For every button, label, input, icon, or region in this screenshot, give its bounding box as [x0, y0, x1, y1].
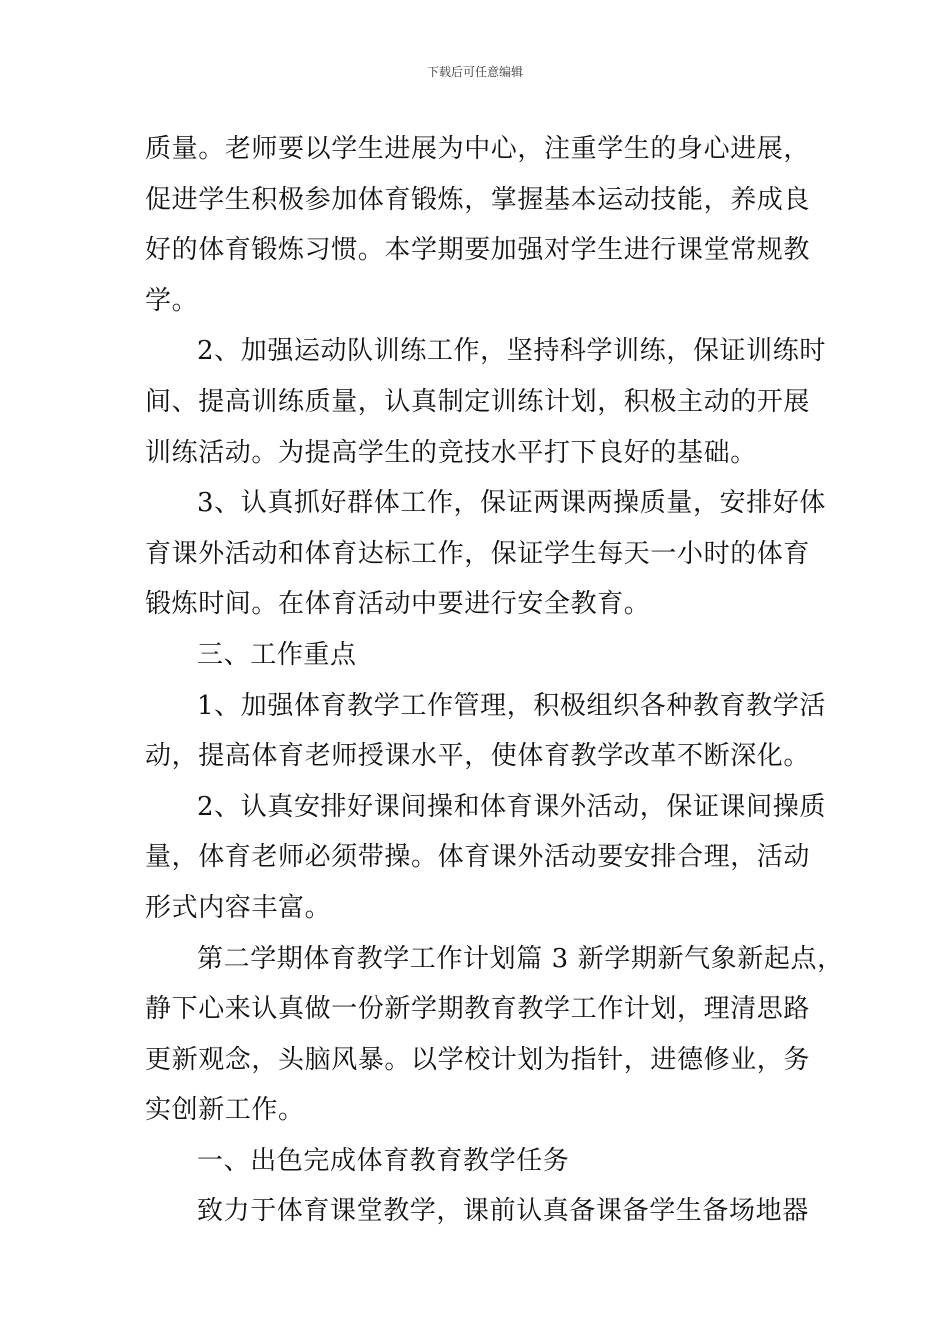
text-line: 好的体育锻炼习惯。本学期要加强对学生进行课堂常规教: [145, 235, 811, 266]
text-line: 促进学生积极参加体育锻炼，掌握基本运动技能，养成良: [145, 184, 811, 215]
paragraph-start-line: 第二学期体育教学工作计划篇 3 新学期新气象新起点，: [197, 943, 844, 974]
document-body: [145, 124, 844, 1237]
page-header: 下载后可任意编辑: [426, 65, 523, 79]
paragraph-start-line: 1、加强体育教学工作管理，积极组织各种教育教学活: [197, 690, 826, 721]
text-line: 实创新工作。: [145, 1095, 305, 1126]
text-line: 更新观念，头脑风暴。以学校计划为指针，进德修业，务: [145, 1044, 811, 1075]
paragraph-start-line: 3、认真抓好群体工作，保证两课两操质量，安排好体: [197, 488, 826, 519]
text-line: 量，体育老师必须带操。体育课外活动要安排合理，活动: [145, 842, 811, 873]
text-line: 学。: [145, 285, 199, 316]
text-line: 育课外活动和体育达标工作，保证学生每天一小时的体育: [145, 538, 811, 569]
section-heading: 一、出色完成体育教育教学任务: [197, 1145, 570, 1176]
paragraph-start-line: 2、加强运动队训练工作，坚持科学训练，保证训练时: [197, 336, 826, 367]
text-line: 训练活动。为提高学生的竞技水平打下良好的基础。: [145, 437, 757, 468]
text-line: 锻炼时间。在体育活动中要进行安全教育。: [145, 589, 651, 620]
paragraph-start-line: 致力于体育课堂教学，课前认真备课备学生备场地器: [197, 1196, 809, 1227]
text-line: 动，提高体育老师授课水平，使体育教学改革不断深化。: [145, 741, 811, 772]
text-line: 形式内容丰富。: [145, 892, 332, 923]
text-line: 质量。老师要以学生进展为中心，注重学生的身心进展，: [145, 134, 811, 164]
text-line: 间、提高训练质量，认真制定训练计划，积极主动的开展: [145, 386, 811, 417]
paragraph-start-line: 2、认真安排好课间操和体育课外活动，保证课间操质: [197, 791, 826, 822]
text-line: 静下心来认真做一份新学期教育教学工作计划，理清思路: [145, 994, 811, 1025]
section-heading: 三、工作重点: [197, 639, 357, 670]
